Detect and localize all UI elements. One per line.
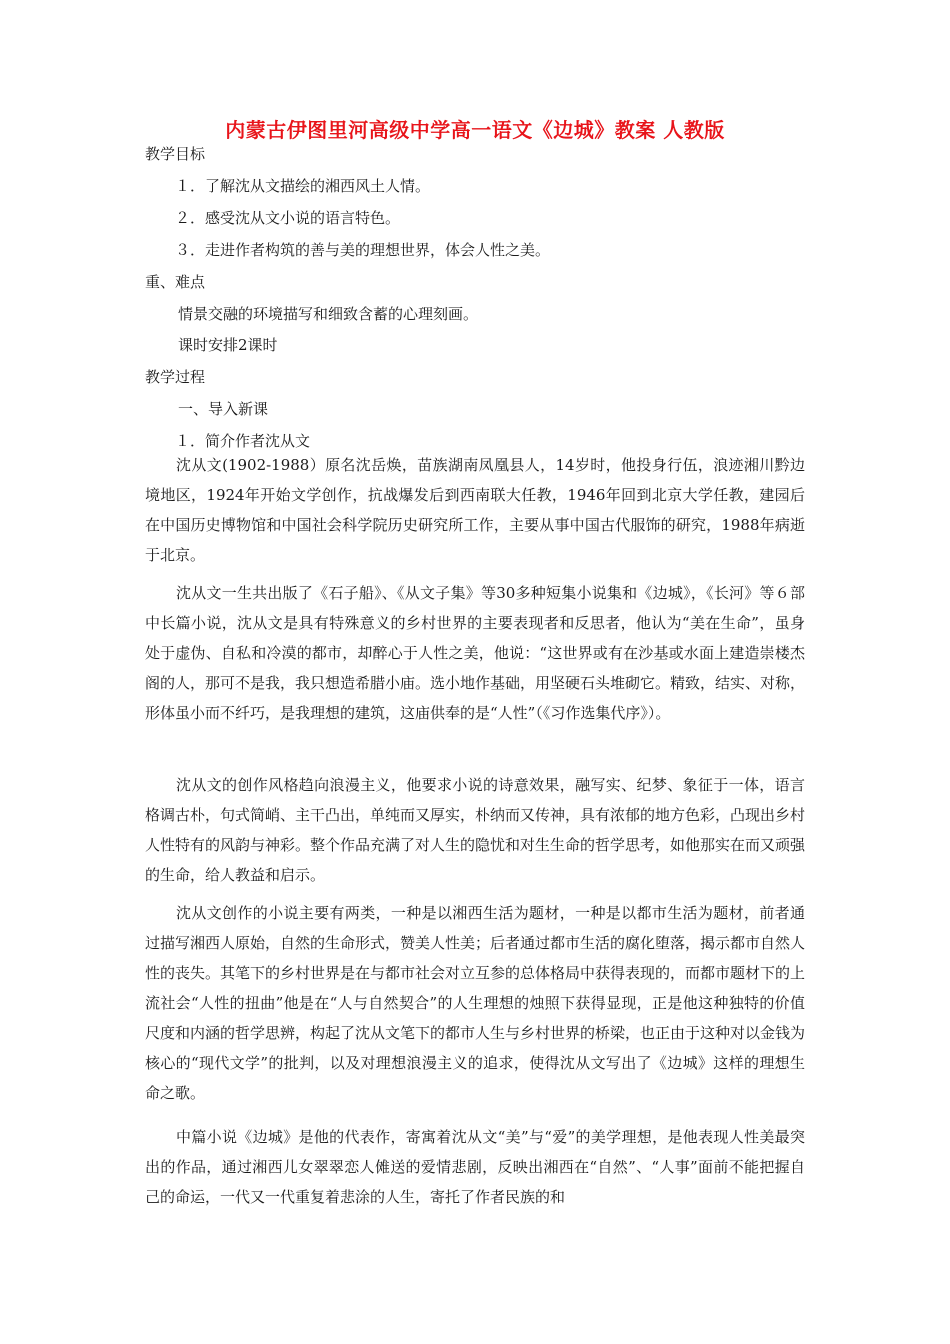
section-heading-key-points: 重、难点 <box>145 273 206 291</box>
process-substep-heading: １．简介作者沈从文 <box>175 432 311 450</box>
body-paragraph: 沈从文一生共出版了《石子船》、《从文子集》等30多种短集小说集和《边城》，《长河》等６部中长篇小说，沈从文是具有特殊意义的乡村世界的主要表现者和反思者，他认为“美在生命”，虽身处于虚伪、自私和冷漠的都市，却醉心于人性之美，他说：“这世界或有在沙基或水面上建造崇楼杰阁的人，那可不是我，我只想造希腊小庙。选小地作基础，用坚硬石头堆砌它。精致，结实、对称，形体虽小而不纤巧，是我理想的建筑，这庙供奉的是“人性”（《习作选集代序》）。 <box>145 584 806 722</box>
section-heading-goals: 教学目标 <box>145 145 206 163</box>
process-step-heading: 一、导入新课 <box>178 400 269 418</box>
document-title: 内蒙古伊图里河高级中学高一语文《边城》教案 人教版 <box>225 118 725 142</box>
section-heading-process: 教学过程 <box>145 368 206 386</box>
goal-item: ２．感受沈从文小说的语言特色。 <box>175 209 401 227</box>
body-paragraph: 沈从文(1902-1988）原名沈岳焕，苗族湖南凤凰县人，14岁时，他投身行伍，浪迹湘川黔边境地区，1924年开始文学创作，抗战爆发后到西南联大任教，1946年回到北京大学任教，建园后在中国历史博物馆和中国社会科学院历史研究所工作，主要从事中国古代服饰的研究，1988年病逝于北京。 <box>145 456 805 564</box>
body-paragraph: 中篇小说《边城》是他的代表作，寄寓着沈从文“美”与“爱”的美学理想，是他表现人性美最突出的作品，通过湘西儿女翠翠恋人傩送的爱情悲剧，反映出湘西在“自然”、“人事”面前不能把握自己的命运，一代又一代重复着悲涂的人生，寄托了作者民族的和 <box>145 1128 805 1206</box>
body-paragraph: 沈从文的创作风格趋向浪漫主义，他要求小说的诗意效果，融写实、纪梦、象征于一体，语言格调古朴，句式简峭、主干凸出，单纯而又厚实，朴纳而又传神，具有浓郁的地方色彩，凸现出乡村人性特有的风韵与神彩。整个作品充满了对人生的隐忧和对生生命的哲学思考，如他那实在而又顽强的生命，给人教益和启示。 <box>145 776 806 884</box>
key-points-text: 情景交融的环境描写和细致含蓄的心理刻画。 <box>178 305 479 323</box>
goal-item: １．了解沈从文描绘的湘西风土人情。 <box>175 177 431 195</box>
body-paragraph: 沈从文创作的小说主要有两类，一种是以湘西生活为题材，一种是以都市生活为题材，前者通过描写湘西人原始，自然的生命形式，赞美人性美；后者通过都市生活的腐化堕落，揭示都市自然人性的丧失。其笔下的乡村世界是在与都市社会对立互参的总体格局中获得表现的，而都市题材下的上流社会“人性的扭曲”他是在“人与自然契合”的人生理想的烛照下获得显现，正是他这种独特的价值尺度和内涵的哲学思辨，构起了沈从文笔下的都市人生与乡村世界的桥梁，也正由于这种对以金钱为核心的“现代文学”的批判，以及对理想浪漫主义的追求，使得沈从文写出了《边城》这样的理想生命之歌。 <box>145 904 806 1102</box>
schedule-text: 课时安排2课时 <box>178 336 278 354</box>
goal-item: ３．走进作者构筑的善与美的理想世界，体会人性之美。 <box>175 241 551 259</box>
